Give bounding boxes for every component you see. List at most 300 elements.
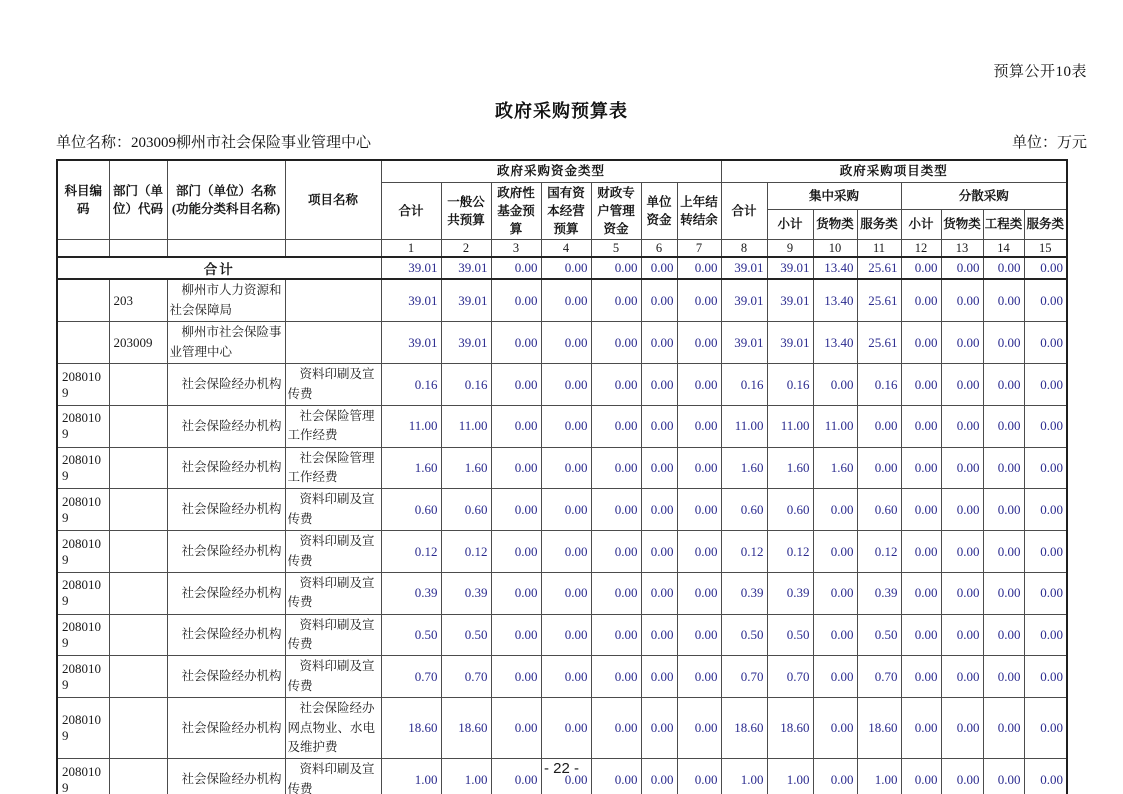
total-label-cell: 合计 [57,257,381,279]
col-number: 9 [767,239,813,257]
dept-code-cell [109,489,167,531]
value-cell: 18.60 [857,698,901,759]
value-cell: 1.60 [441,447,491,489]
value-cell: 0.00 [491,364,541,406]
value-cell: 18.60 [441,698,491,759]
table-header [57,160,1067,257]
subject-code-cell: 2080109 [57,759,109,794]
value-cell: 0.00 [813,759,857,794]
budget-table [56,159,1068,794]
value-cell: 0.00 [491,572,541,614]
value-cell: 0.00 [983,447,1024,489]
value-cell: 0.00 [541,279,591,321]
value-cell: 0.00 [813,531,857,573]
col-number: 1 [381,239,441,257]
value-cell: 0.00 [941,489,983,531]
value-cell: 0.00 [677,257,721,279]
value-cell: 39.01 [721,279,767,321]
subject-code-cell: 2080109 [57,531,109,573]
value-cell: 0.00 [941,531,983,573]
value-cell: 0.00 [813,614,857,656]
value-cell: 0.12 [381,531,441,573]
value-cell: 0.50 [381,614,441,656]
value-cell: 0.50 [767,614,813,656]
col-number: 2 [441,239,491,257]
project-name-cell: 资料印刷及宣传费 [285,572,381,614]
dept-name-cell: 社会保险经办机构 [167,656,285,698]
value-cell: 0.70 [441,656,491,698]
value-cell: 1.00 [721,759,767,794]
value-cell: 0.00 [641,531,677,573]
table-row [57,572,1067,614]
dept-code-cell [109,447,167,489]
dept-code-cell [109,531,167,573]
value-cell: 0.60 [381,489,441,531]
dept-name-cell: 社会保险经办机构 [167,759,285,794]
col-header-subject-code: 科目编码 [57,160,109,239]
project-name-cell: 资料印刷及宣传费 [285,364,381,406]
value-cell: 0.00 [677,698,721,759]
value-cell: 0.00 [941,759,983,794]
value-cell: 0.00 [901,572,941,614]
value-cell: 13.40 [813,257,857,279]
value-cell: 39.01 [721,257,767,279]
value-cell: 39.01 [441,322,491,364]
col-header-state-capital: 国有资本经营预算 [541,182,591,239]
value-cell: 1.00 [381,759,441,794]
value-cell: 0.50 [441,614,491,656]
value-cell: 0.00 [983,572,1024,614]
value-cell: 0.00 [641,614,677,656]
subject-code-cell [57,279,109,321]
table-row [57,698,1067,759]
value-cell: 0.00 [541,656,591,698]
col-header-cent-goods: 货物类 [813,209,857,239]
table-row [57,489,1067,531]
value-cell: 0.00 [541,531,591,573]
value-cell: 0.00 [641,698,677,759]
value-cell: 0.00 [941,322,983,364]
table-row [57,322,1067,364]
value-cell: 0.00 [941,364,983,406]
value-cell: 0.00 [1024,698,1067,759]
value-cell: 0.00 [591,364,641,406]
table-row [57,364,1067,406]
value-cell: 1.60 [813,447,857,489]
value-cell: 0.00 [1024,322,1067,364]
col-header-total-1: 合计 [381,182,441,239]
unit-line [56,131,1087,152]
value-cell: 0.00 [641,257,677,279]
value-cell: 0.00 [901,322,941,364]
col-header-total-8: 合计 [721,182,767,239]
value-cell: 0.00 [677,322,721,364]
col-header-general-budget: 一般公共预算 [441,182,491,239]
dept-name-cell: 社会保险经办机构 [167,572,285,614]
dept-code-cell [109,364,167,406]
subject-code-cell: 2080109 [57,614,109,656]
value-cell: 1.00 [441,759,491,794]
value-cell: 0.00 [591,405,641,447]
value-cell: 0.00 [983,698,1024,759]
value-cell: 0.00 [541,572,591,614]
value-cell: 0.00 [641,279,677,321]
col-number: 8 [721,239,767,257]
value-cell: 0.00 [491,405,541,447]
unit-label: 单位：万元 [1011,135,1087,151]
value-cell: 0.00 [491,656,541,698]
value-cell: 0.00 [983,656,1024,698]
value-cell: 0.00 [677,531,721,573]
group-header-decentralized: 分散采购 [901,182,1067,209]
value-cell: 39.01 [381,322,441,364]
value-cell: 0.00 [1024,572,1067,614]
value-cell: 0.00 [641,364,677,406]
value-cell: 25.61 [857,279,901,321]
dept-name-cell: 社会保险经办机构 [167,405,285,447]
dept-name-cell: 社会保险经办机构 [167,698,285,759]
value-cell: 25.61 [857,322,901,364]
value-cell: 0.00 [983,759,1024,794]
value-cell: 0.00 [983,279,1024,321]
dept-code-cell [109,698,167,759]
project-name-cell: 资料印刷及宣传费 [285,656,381,698]
value-cell: 0.00 [983,364,1024,406]
group-header-project-type: 政府采购项目类型 [721,160,1067,182]
table-row [57,656,1067,698]
page-number: - 22 - [543,760,579,777]
value-cell: 0.00 [541,447,591,489]
value-cell: 39.01 [381,257,441,279]
value-cell: 0.00 [1024,614,1067,656]
dept-name-cell: 社会保险经办机构 [167,489,285,531]
value-cell: 0.39 [381,572,441,614]
subject-code-cell: 2080109 [57,656,109,698]
col-number: 11 [857,239,901,257]
table-row [57,614,1067,656]
col-number: 14 [983,239,1024,257]
value-cell: 0.00 [677,656,721,698]
value-cell: 0.00 [901,489,941,531]
value-cell: 0.39 [767,572,813,614]
col-number: 5 [591,239,641,257]
value-cell: 39.01 [381,279,441,321]
table-row [57,531,1067,573]
value-cell: 0.00 [857,405,901,447]
value-cell: 39.01 [441,279,491,321]
project-name-cell: 社会保险经办网点物业、水电及维护费 [285,698,381,759]
value-cell: 0.50 [721,614,767,656]
value-cell: 11.00 [721,405,767,447]
dept-code-cell [109,656,167,698]
value-cell: 0.70 [857,656,901,698]
value-cell: 0.00 [813,572,857,614]
value-cell: 0.00 [901,656,941,698]
value-cell: 11.00 [381,405,441,447]
value-cell: 0.00 [677,489,721,531]
value-cell: 0.00 [941,447,983,489]
subject-code-cell: 2080109 [57,489,109,531]
value-cell: 0.00 [491,447,541,489]
subject-code-cell: 2080109 [57,572,109,614]
dept-code-cell: 203 [109,279,167,321]
dept-name-cell: 柳州市社会保险事业管理中心 [167,322,285,364]
value-cell: 0.00 [591,279,641,321]
col-number: 13 [941,239,983,257]
value-cell: 0.00 [813,364,857,406]
header-row-numbers [57,239,1067,257]
value-cell: 0.00 [591,614,641,656]
value-cell: 0.00 [541,405,591,447]
value-cell: 1.60 [767,447,813,489]
empty-cell [167,239,285,257]
value-cell: 0.00 [1024,759,1067,794]
value-cell: 0.60 [441,489,491,531]
col-header-dec-goods: 货物类 [941,209,983,239]
col-header-dec-services: 服务类 [1024,209,1067,239]
dept-name-cell: 柳州市人力资源和社会保障局 [167,279,285,321]
col-number: 12 [901,239,941,257]
value-cell: 0.00 [641,322,677,364]
project-name-cell [285,279,381,321]
value-cell: 0.00 [1024,364,1067,406]
col-number: 10 [813,239,857,257]
col-header-fiscal-account: 财政专户管理资金 [591,182,641,239]
value-cell: 0.00 [941,405,983,447]
value-cell: 0.16 [767,364,813,406]
value-cell: 0.00 [813,698,857,759]
value-cell: 18.60 [767,698,813,759]
value-cell: 0.00 [813,489,857,531]
value-cell: 0.00 [677,405,721,447]
project-name-cell: 资料印刷及宣传费 [285,614,381,656]
value-cell: 0.00 [591,698,641,759]
value-cell: 0.12 [721,531,767,573]
value-cell: 0.00 [941,614,983,656]
empty-cell [285,239,381,257]
value-cell: 0.00 [901,257,941,279]
value-cell: 13.40 [813,279,857,321]
value-cell: 0.00 [901,759,941,794]
dept-code-cell [109,572,167,614]
value-cell: 0.16 [857,364,901,406]
dept-code-cell [109,405,167,447]
group-header-centralized: 集中采购 [767,182,901,209]
value-cell: 0.00 [983,489,1024,531]
value-cell: 39.01 [767,279,813,321]
col-header-dec-subtotal: 小计 [901,209,941,239]
empty-cell [57,239,109,257]
value-cell: 1.00 [767,759,813,794]
col-number: 6 [641,239,677,257]
value-cell: 11.00 [767,405,813,447]
col-header-dept-code: 部门（单位）代码 [109,160,167,239]
subject-code-cell: 2080109 [57,447,109,489]
value-cell: 0.00 [541,322,591,364]
value-cell: 0.00 [491,759,541,794]
value-cell: 0.00 [491,614,541,656]
value-cell: 0.70 [721,656,767,698]
col-header-project-name: 项目名称 [285,160,381,239]
table-row [57,405,1067,447]
value-cell: 18.60 [381,698,441,759]
value-cell: 11.00 [813,405,857,447]
table-row [57,279,1067,321]
dept-code-cell: 203009 [109,322,167,364]
group-header-fund-type: 政府采购资金类型 [381,160,721,182]
col-number: 7 [677,239,721,257]
value-cell: 0.00 [491,279,541,321]
value-cell: 0.00 [1024,405,1067,447]
value-cell: 0.00 [491,489,541,531]
value-cell: 0.00 [677,614,721,656]
value-cell: 0.00 [591,656,641,698]
value-cell: 0.50 [857,614,901,656]
col-number: 4 [541,239,591,257]
value-cell: 0.16 [721,364,767,406]
value-cell: 0.00 [983,257,1024,279]
value-cell: 0.60 [857,489,901,531]
project-name-cell: 资料印刷及宣传费 [285,759,381,794]
value-cell: 0.00 [901,405,941,447]
col-number: 3 [491,239,541,257]
dept-code-cell [109,614,167,656]
project-name-cell: 社会保险管理工作经费 [285,447,381,489]
unit-name-label: 单位名称：203009柳州市社会保险事业管理中心 [56,135,372,151]
value-cell: 0.00 [1024,531,1067,573]
subject-code-cell: 2080109 [57,364,109,406]
value-cell: 0.00 [901,279,941,321]
project-name-cell [285,322,381,364]
value-cell: 0.60 [721,489,767,531]
value-cell: 0.00 [1024,656,1067,698]
value-cell: 0.00 [541,489,591,531]
value-cell: 0.16 [381,364,441,406]
value-cell: 0.00 [901,447,941,489]
col-header-gov-fund: 政府性基金预算 [491,182,541,239]
dept-name-cell: 社会保险经办机构 [167,614,285,656]
value-cell: 0.00 [901,531,941,573]
value-cell: 0.00 [491,257,541,279]
value-cell: 0.00 [941,572,983,614]
header-row-groups [57,160,1067,182]
value-cell: 0.00 [591,447,641,489]
grand-total-row [57,257,1067,279]
value-cell: 0.00 [541,614,591,656]
value-cell: 0.00 [813,656,857,698]
value-cell: 0.00 [541,364,591,406]
value-cell: 0.00 [901,364,941,406]
value-cell: 0.00 [591,322,641,364]
page-title: 政府采购预算表 [495,101,628,121]
subject-code-cell [57,322,109,364]
value-cell: 0.60 [767,489,813,531]
value-cell: 0.00 [541,698,591,759]
value-cell: 0.00 [541,759,591,794]
value-cell: 0.00 [491,531,541,573]
value-cell: 25.61 [857,257,901,279]
value-cell: 0.00 [983,405,1024,447]
value-cell: 0.00 [677,279,721,321]
value-cell: 0.00 [1024,257,1067,279]
value-cell: 0.00 [677,759,721,794]
value-cell: 11.00 [441,405,491,447]
project-name-cell: 资料印刷及宣传费 [285,531,381,573]
value-cell: 0.00 [641,405,677,447]
value-cell: 0.00 [591,257,641,279]
value-cell: 18.60 [721,698,767,759]
value-cell: 13.40 [813,322,857,364]
value-cell: 0.00 [901,698,941,759]
value-cell: 0.00 [1024,447,1067,489]
value-cell: 0.00 [641,447,677,489]
doc-label: 预算公开10表 [993,64,1087,80]
value-cell: 0.12 [767,531,813,573]
value-cell: 0.00 [591,572,641,614]
value-cell: 0.00 [983,531,1024,573]
value-cell: 0.00 [641,489,677,531]
value-cell: 0.00 [1024,489,1067,531]
dept-name-cell: 社会保险经办机构 [167,447,285,489]
value-cell: 0.70 [381,656,441,698]
value-cell: 1.60 [381,447,441,489]
value-cell: 39.01 [441,257,491,279]
value-cell: 0.00 [1024,279,1067,321]
dept-name-cell: 社会保险经办机构 [167,364,285,406]
value-cell: 0.00 [591,489,641,531]
value-cell: 0.00 [983,614,1024,656]
value-cell: 0.00 [941,698,983,759]
value-cell: 0.39 [857,572,901,614]
project-name-cell: 资料印刷及宣传费 [285,489,381,531]
value-cell: 1.00 [857,759,901,794]
value-cell: 0.12 [857,531,901,573]
subject-code-cell: 2080109 [57,698,109,759]
dept-name-cell: 社会保险经办机构 [167,531,285,573]
empty-cell [109,239,167,257]
value-cell: 0.00 [641,572,677,614]
project-name-cell: 社会保险管理工作经费 [285,405,381,447]
table-row [57,447,1067,489]
value-cell: 0.00 [491,322,541,364]
col-header-unit-funds: 单位资金 [641,182,677,239]
value-cell: 1.60 [721,447,767,489]
value-cell: 0.00 [941,279,983,321]
col-header-dept-name: 部门（单位）名称(功能分类科目名称) [167,160,285,239]
value-cell: 0.00 [901,614,941,656]
value-cell: 0.00 [941,656,983,698]
table-body [57,257,1067,794]
col-header-carryover: 上年结转结余 [677,182,721,239]
value-cell: 0.39 [441,572,491,614]
value-cell: 0.00 [677,447,721,489]
col-header-cent-services: 服务类 [857,209,901,239]
value-cell: 39.01 [767,322,813,364]
value-cell: 0.00 [491,698,541,759]
value-cell: 39.01 [767,257,813,279]
value-cell: 0.00 [541,257,591,279]
value-cell: 0.00 [941,257,983,279]
value-cell: 0.70 [767,656,813,698]
col-number: 15 [1024,239,1067,257]
value-cell: 0.39 [721,572,767,614]
value-cell: 0.00 [591,759,641,794]
subject-code-cell: 2080109 [57,405,109,447]
value-cell: 0.00 [641,759,677,794]
value-cell: 0.00 [857,447,901,489]
value-cell: 39.01 [721,322,767,364]
value-cell: 0.00 [641,656,677,698]
